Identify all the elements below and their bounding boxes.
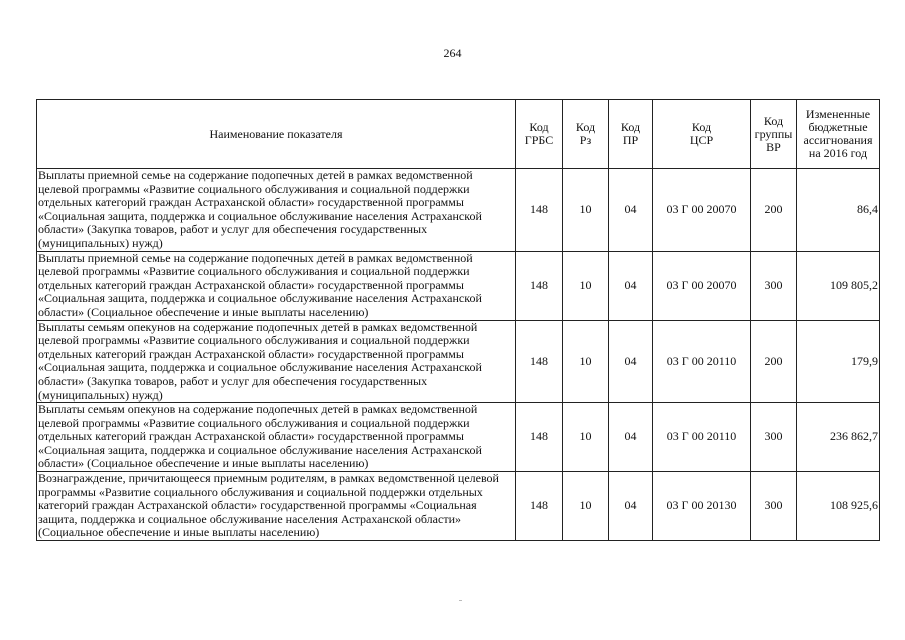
header-csr: Код ЦСР bbox=[653, 100, 751, 169]
row-grbs: 148 bbox=[516, 251, 563, 320]
row-name: Выплаты приемной семье на содержание подопечных детей в рамках ведомственной целевой программы «Развитие социального обслуживания и социальной поддержки отдельных категорий граждан Астраханской области» государственной программы «Социальная защита, поддержка и социальное обслуживание населения Астраханской области» (Закупка товаров, работ и услуг для обеспечения государственных (муниципальных) нужд) bbox=[37, 169, 516, 252]
scan-speck bbox=[459, 600, 462, 601]
row-grbs: 148 bbox=[516, 403, 563, 472]
row-amount: 109 805,2 bbox=[797, 251, 880, 320]
row-vr: 200 bbox=[751, 169, 797, 252]
table-row bbox=[37, 403, 880, 472]
row-vr: 300 bbox=[751, 403, 797, 472]
row-name: Вознаграждение, причитающееся приемным родителям, в рамках ведомственной целевой программы «Развитие социального обслуживания и социальной поддержки отдельных категорий граждан Астраханской области» государственной программы «Социальная защита, поддержка и социальное обслуживание населения Астраханской области» (Социальное обеспечение и иные выплаты населению) bbox=[37, 472, 516, 541]
row-rz: 10 bbox=[563, 403, 609, 472]
row-amount: 108 925,6 bbox=[797, 472, 880, 541]
row-pr: 04 bbox=[609, 472, 653, 541]
header-row bbox=[37, 100, 880, 169]
row-csr: 03 Г 00 20110 bbox=[653, 403, 751, 472]
header-amount: Измененные бюджетные ассигнования на 2016 год bbox=[797, 100, 880, 169]
page-number: 264 bbox=[443, 46, 462, 60]
row-grbs: 148 bbox=[516, 320, 563, 403]
row-rz: 10 bbox=[563, 169, 609, 252]
row-pr: 04 bbox=[609, 169, 653, 252]
row-amount: 236 862,7 bbox=[797, 403, 880, 472]
row-rz: 10 bbox=[563, 251, 609, 320]
row-csr: 03 Г 00 20070 bbox=[653, 251, 751, 320]
table-row bbox=[37, 472, 880, 541]
row-csr: 03 Г 00 20070 bbox=[653, 169, 751, 252]
row-csr: 03 Г 00 20110 bbox=[653, 320, 751, 403]
header-vr: Код группы ВР bbox=[751, 100, 797, 169]
table-row bbox=[37, 251, 880, 320]
table-row bbox=[37, 320, 880, 403]
row-pr: 04 bbox=[609, 403, 653, 472]
row-csr: 03 Г 00 20130 bbox=[653, 472, 751, 541]
header-rz: Код Рз bbox=[563, 100, 609, 169]
row-vr: 200 bbox=[751, 320, 797, 403]
header-pr: Код ПР bbox=[609, 100, 653, 169]
row-vr: 300 bbox=[751, 472, 797, 541]
row-grbs: 148 bbox=[516, 169, 563, 252]
row-pr: 04 bbox=[609, 251, 653, 320]
row-pr: 04 bbox=[609, 320, 653, 403]
row-rz: 10 bbox=[563, 472, 609, 541]
row-name: Выплаты семьям опекунов на содержание подопечных детей в рамках ведомственной целевой программы «Развитие социального обслуживания и социальной поддержки отдельных категорий граждан Астраханской области» государственной программы «Социальная защита, поддержка и социальное обслуживание населения Астраханской области» (Социальное обеспечение и иные выплаты населению) bbox=[37, 403, 516, 472]
row-rz: 10 bbox=[563, 320, 609, 403]
row-amount: 86,4 bbox=[797, 169, 880, 252]
row-grbs: 148 bbox=[516, 472, 563, 541]
budget-table bbox=[36, 99, 880, 541]
header-name: Наименование показателя bbox=[37, 100, 516, 169]
row-amount: 179,9 bbox=[797, 320, 880, 403]
row-name: Выплаты приемной семье на содержание подопечных детей в рамках ведомственной целевой программы «Развитие социального обслуживания и социальной поддержки отдельных категорий граждан Астраханской области» государственной программы «Социальная защита, поддержка и социальное обслуживание населения Астраханской области» (Социальное обеспечение и иные выплаты населению) bbox=[37, 251, 516, 320]
row-name: Выплаты семьям опекунов на содержание подопечных детей в рамках ведомственной целевой программы «Развитие социального обслуживания и социальной поддержки отдельных категорий граждан Астраханской области» государственной программы «Социальная защита, поддержка и социальное обслуживание населения Астраханской области» (Закупка товаров, работ и услуг для обеспечения государственных (муниципальных) нужд) bbox=[37, 320, 516, 403]
header-grbs: Код ГРБС bbox=[516, 100, 563, 169]
row-vr: 300 bbox=[751, 251, 797, 320]
table-row bbox=[37, 169, 880, 252]
